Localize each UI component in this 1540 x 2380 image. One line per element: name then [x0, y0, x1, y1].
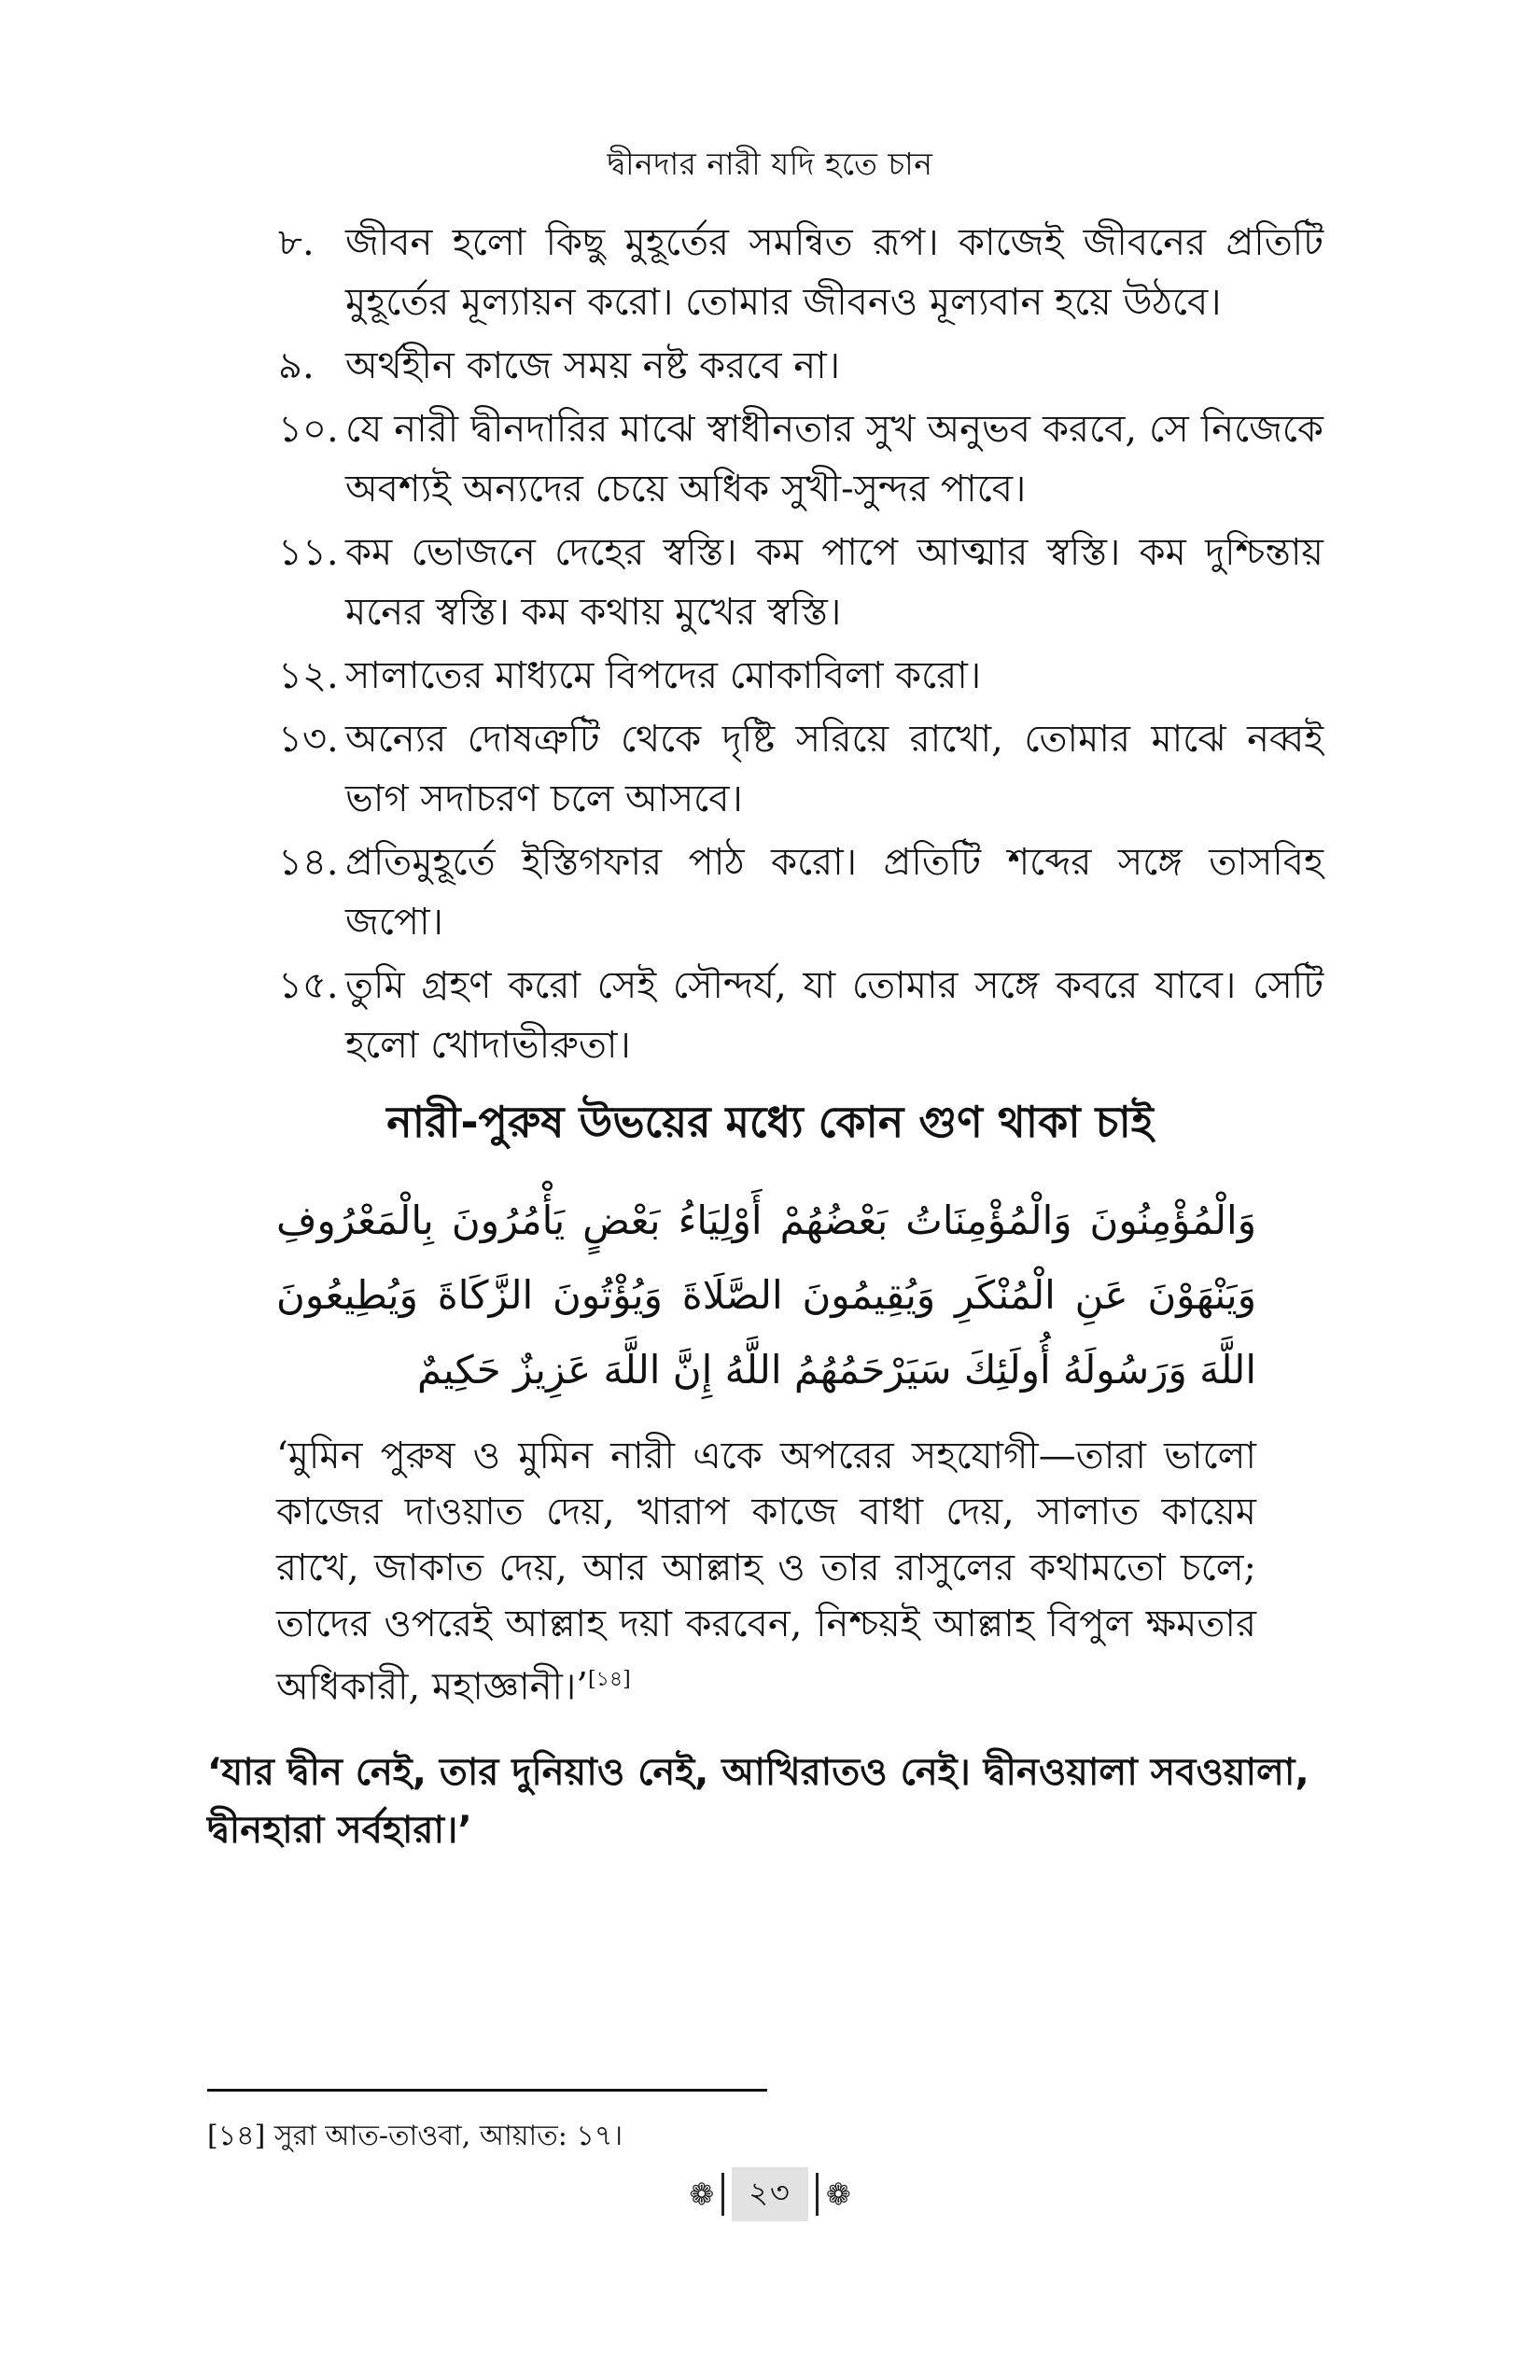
list-item-text: অর্থহীন কাজে সময় নষ্ট করবে না। [345, 344, 841, 387]
list-item-text: প্রতিমুহূর্তে ইস্তিগফার পাঠ করো। প্রতিটি শব্দের সঙ্গে তাসবিহ জপো। [345, 841, 1323, 944]
list-item [278, 646, 1323, 706]
list-item-number: ১২. [278, 654, 339, 697]
saying-quote: ‘যার দ্বীন নেই, তার দুনিয়াও নেই, আখিরাতও নেই। দ্বীনওয়ালা সবওয়ালা, দ্বীনহারা সর্বহারা।’ [207, 1751, 1309, 1852]
page-number: ২৩ [732, 2167, 808, 2221]
ornament-right-icon: ❁ [825, 2177, 851, 2212]
list-item-text: তুমি গ্রহণ করো সেই সৌন্দর্য, যা তোমার সঙ্গে কবরে যাবে। সেটি হলো খোদাভীরুতা। [345, 964, 1323, 1067]
list-item-number: ১১. [278, 531, 339, 574]
verse-translation-text: ‘মুমিন পুরুষ ও মুমিন নারী একে অপরের সহযোগী—তারা ভালো কাজের দাওয়াত দেয়, খারাপ কাজে বাধা দেয়, সালাত কায়েম রাখে, জাকাত দেয়, আর আল্লাহ ও তার রাসুলের কথামতো চলে; তাদের ওপরেই আল্লাহ দয়া করবেন, নিশ্চয়ই আল্লাহ বিপুল ক্ষমতার অধিকারী, মহাজ্ঞানী।’ [276, 1435, 1256, 1709]
list-item-number: ১৪. [278, 841, 339, 884]
footnote: [১৪] সুরা আত-তাওবা, আয়াত: ১৭। [207, 2120, 623, 2152]
list-item-text: সালাতের মাধ্যমে বিপদের মোকাবিলা করো। [345, 654, 982, 697]
list-item-text: কম ভোজনে দেহের স্বস্তি। কম পাপে আত্মার স্বস্তি। কম দুশ্চিন্তায় মনের স্বস্তি। কম কথায় মুখের স্বস্তি। [345, 531, 1323, 634]
list-item-number: ৯. [278, 344, 315, 387]
page-number-divider [816, 2173, 819, 2216]
arabic-verse: وَالْمُؤْمِنُونَ وَالْمُؤْمِنَاتُ بَعْضُهُمْ أَوْلِيَاءُ بَعْضٍ يَأْمُرُونَ بِالْمَعْرُوفِ وَيَنْهَوْنَ عَنِ الْمُنْكَرِ وَيُقِيمُونَ الصَّلَاةَ وَيُؤْتُونَ الزَّكَاةَ وَيُطِيعُونَ اللَّهَ وَرَسُولَهُ أُولَئِكَ سَيَرْحَمُهُمُ اللَّهُ إِنَّ اللَّهَ عَزِيزٌ حَكِيمٌ [276, 1197, 1256, 1393]
ornament-left-icon: ❁ [689, 2177, 715, 2212]
list-item-text: অন্যের দোষত্রুটি থেকে দৃষ্টি সরিয়ে রাখো, তোমার মাঝে নব্বই ভাগ সদাচরণ চলে আসবে। [345, 718, 1323, 820]
list-item [278, 213, 1323, 332]
list-item [278, 336, 1323, 396]
list-item-text: জীবন হলো কিছু মুহূর্তের সমন্বিত রূপ। কাজেই জীবনের প্রতিটি মুহূর্তের মূল্যায়ন করো। তোমার জীবনও মূল্যবান হয়ে উঠবে। [345, 221, 1323, 324]
list-item-number: ৮. [278, 221, 315, 264]
verse-translation [276, 1428, 1256, 1715]
page-number-divider [721, 2173, 724, 2216]
list-item-text: যে নারী দ্বীনদারির মাঝে স্বাধীনতার সুখ অনুভব করবে, সে নিজেকে অবশ্যই অন্যদের চেয়ে অধিক সুখী-সুন্দর পাবে। [345, 408, 1323, 511]
list-item [278, 833, 1323, 952]
running-header: দ্বীনদার নারী যদি হতে চান [607, 146, 933, 182]
list-item-number: ১৩. [278, 718, 339, 761]
list-item-number: ১৫. [278, 964, 339, 1007]
list-item [278, 709, 1323, 829]
section-title: নারী-পুরুষ উভয়ের মধ্যে কোন গুণ থাকা চাই [386, 1097, 1154, 1147]
tips-list [278, 213, 1323, 1079]
footnote-reference: [১৪] [588, 1668, 631, 1691]
list-item [278, 523, 1323, 642]
list-item [278, 956, 1323, 1075]
page-number-block [0, 2167, 1540, 2221]
list-item-number: ১০. [278, 408, 339, 451]
list-item [278, 399, 1323, 519]
footnote-divider [207, 2089, 767, 2092]
